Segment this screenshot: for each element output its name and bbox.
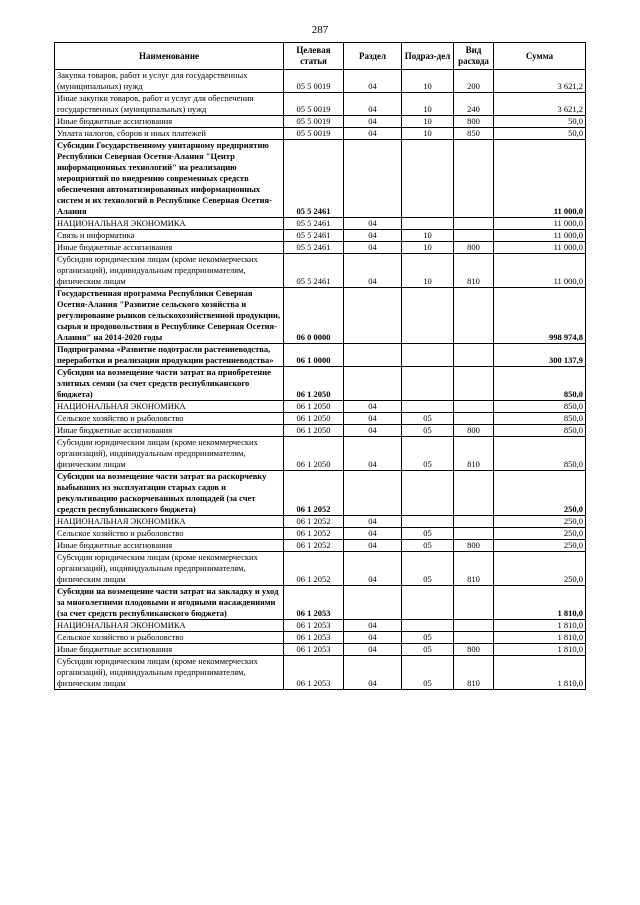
cell-section: 04 (344, 552, 402, 586)
table-row (55, 70, 586, 93)
cell-name: Иные бюджетные ассигнования (55, 116, 284, 128)
cell-name: Субсидии юридическим лицам (кроме некоммерческих организаций), индивидуальным предпринимателям, физическим лицам (55, 254, 284, 288)
cell-target: 06 1 0000 (284, 344, 344, 367)
cell-section: 04 (344, 516, 402, 528)
cell-type: 800 (454, 425, 494, 437)
cell-target: 06 1 2052 (284, 471, 344, 516)
page-number: 287 (311, 24, 329, 36)
cell-name: Субсидии юридическим лицам (кроме некоммерческих организаций), индивидуальным предпринимателям, физическим лицам (55, 656, 284, 690)
cell-subsection: 10 (402, 116, 454, 128)
cell-name: Субсидии на возмещение части затрат на раскорчевку выбывших из эксплуатации старых садов и рекультивацию раскорчеванных площадей (за счет средств республиканского бюджета) (55, 471, 284, 516)
cell-type (454, 230, 494, 242)
cell-subsection: 05 (402, 425, 454, 437)
header-type: Вид расхода (454, 43, 494, 70)
header-target: Целевая статья (284, 43, 344, 70)
cell-subsection (402, 140, 454, 218)
table-row (55, 93, 586, 116)
table-row (55, 516, 586, 528)
table-row (55, 367, 586, 401)
cell-subsection: 05 (402, 632, 454, 644)
cell-sum: 1 810,0 (494, 656, 586, 690)
cell-type: 810 (454, 254, 494, 288)
cell-name: НАЦИОНАЛЬНАЯ ЭКОНОМИКА (55, 516, 284, 528)
cell-section: 04 (344, 437, 402, 471)
cell-type: 800 (454, 644, 494, 656)
cell-target: 06 1 2050 (284, 437, 344, 471)
cell-sum: 11 000,0 (494, 140, 586, 218)
table-body (55, 70, 586, 690)
cell-name: Субсидии юридическим лицам (кроме некоммерческих организаций), индивидуальным предпринимателям, физическим лицам (55, 437, 284, 471)
cell-sum: 1 810,0 (494, 644, 586, 656)
cell-name: Сельское хозяйство и рыболовство (55, 528, 284, 540)
cell-target: 06 1 2052 (284, 540, 344, 552)
cell-name: Субсидии юридическим лицам (кроме некоммерческих организаций), индивидуальным предпринимателям, физическим лицам (55, 552, 284, 586)
cell-subsection: 05 (402, 413, 454, 425)
cell-type (454, 528, 494, 540)
cell-target: 05 5 2461 (284, 140, 344, 218)
cell-name: Иные закупки товаров, работ и услуг для обеспечения государственных (муниципальных) нужд (55, 93, 284, 116)
cell-section: 04 (344, 401, 402, 413)
cell-sum: 1 810,0 (494, 620, 586, 632)
cell-type (454, 344, 494, 367)
cell-type: 240 (454, 93, 494, 116)
cell-section (344, 288, 402, 344)
cell-name: Сельское хозяйство и рыболовство (55, 632, 284, 644)
cell-subsection: 10 (402, 230, 454, 242)
cell-name: Субсидии Государственному унитарному предприятию Республики Северная Осетия-Алания "Центр информационных технологий" на реализацию мероприятий по внедрению современных средств обеспечения автоматизированных информационных систем и их технологий в Республике Северная Осетия-Алания (55, 140, 284, 218)
cell-subsection: 10 (402, 70, 454, 93)
table-row (55, 437, 586, 471)
cell-name: Уплата налогов, сборов и иных платежей (55, 128, 284, 140)
cell-section: 04 (344, 620, 402, 632)
cell-sum: 300 137,9 (494, 344, 586, 367)
cell-section (344, 586, 402, 620)
header-subsection: Подраз-дел (402, 43, 454, 70)
cell-section: 04 (344, 413, 402, 425)
cell-section: 04 (344, 540, 402, 552)
cell-sum: 850,0 (494, 413, 586, 425)
cell-section (344, 140, 402, 218)
cell-section: 04 (344, 70, 402, 93)
cell-sum: 998 974,8 (494, 288, 586, 344)
cell-target: 06 1 2053 (284, 620, 344, 632)
cell-section: 04 (344, 644, 402, 656)
cell-type (454, 413, 494, 425)
cell-target: 06 1 2053 (284, 586, 344, 620)
table-row (55, 552, 586, 586)
table-row (55, 586, 586, 620)
cell-sum: 3 621,2 (494, 93, 586, 116)
cell-name: Субсидии на возмещение части затрат на закладку и уход за многолетними плодовыми и ягодными насаждениями (за счет средств республиканского бюджета) (55, 586, 284, 620)
cell-section (344, 471, 402, 516)
cell-sum: 11 000,0 (494, 242, 586, 254)
cell-type (454, 367, 494, 401)
cell-target: 06 1 2053 (284, 644, 344, 656)
cell-subsection (402, 218, 454, 230)
cell-name: Субсидии на возмещение части затрат на приобретение элитных семян (за счет средств республиканского бюджета) (55, 367, 284, 401)
cell-target: 06 1 2050 (284, 413, 344, 425)
cell-section: 04 (344, 93, 402, 116)
cell-section: 04 (344, 128, 402, 140)
cell-section: 04 (344, 230, 402, 242)
cell-type (454, 620, 494, 632)
table-row (55, 344, 586, 367)
table-row (55, 116, 586, 128)
cell-name: Иные бюджетные ассигнования (55, 644, 284, 656)
cell-sum: 1 810,0 (494, 632, 586, 644)
cell-target: 06 1 2050 (284, 401, 344, 413)
cell-target: 05 5 0019 (284, 93, 344, 116)
table-row (55, 540, 586, 552)
cell-subsection: 05 (402, 552, 454, 586)
table-row (55, 218, 586, 230)
cell-name: Сельское хозяйство и рыболовство (55, 413, 284, 425)
cell-type: 800 (454, 116, 494, 128)
cell-name: Иные бюджетные ассигнования (55, 540, 284, 552)
cell-subsection: 05 (402, 437, 454, 471)
budget-table (54, 42, 586, 690)
cell-sum: 1 810,0 (494, 586, 586, 620)
cell-section: 04 (344, 116, 402, 128)
cell-sum: 850,0 (494, 367, 586, 401)
cell-subsection: 10 (402, 93, 454, 116)
table-row (55, 230, 586, 242)
cell-subsection (402, 344, 454, 367)
cell-name: Иные бюджетные ассигнования (55, 425, 284, 437)
cell-target: 06 1 2052 (284, 516, 344, 528)
table-row (55, 140, 586, 218)
cell-type: 810 (454, 437, 494, 471)
cell-target: 06 1 2053 (284, 632, 344, 644)
cell-subsection (402, 516, 454, 528)
table-row (55, 471, 586, 516)
cell-subsection: 10 (402, 254, 454, 288)
cell-target: 06 1 2050 (284, 425, 344, 437)
table-row (55, 528, 586, 540)
cell-sum: 3 621,2 (494, 70, 586, 93)
cell-target: 05 5 2461 (284, 218, 344, 230)
cell-section: 04 (344, 254, 402, 288)
cell-subsection: 10 (402, 128, 454, 140)
cell-section: 04 (344, 656, 402, 690)
cell-sum: 250,0 (494, 540, 586, 552)
cell-target: 05 5 0019 (284, 128, 344, 140)
cell-type (454, 471, 494, 516)
cell-subsection (402, 620, 454, 632)
cell-type (454, 288, 494, 344)
cell-target: 05 5 0019 (284, 116, 344, 128)
cell-target: 05 5 0019 (284, 70, 344, 93)
cell-section (344, 344, 402, 367)
cell-section: 04 (344, 425, 402, 437)
cell-section: 04 (344, 632, 402, 644)
cell-sum: 11 000,0 (494, 230, 586, 242)
cell-sum: 50,0 (494, 116, 586, 128)
cell-name: НАЦИОНАЛЬНАЯ ЭКОНОМИКА (55, 620, 284, 632)
header-row (55, 43, 586, 70)
cell-name: Государственная программа Республики Северная Осетия-Алания "Развитие сельского хозяйства и регулирование рынков сельскохозяйственной продукции, сырья и продовольствия в Республике Северная Осетия-Алания" на 2014-2020 годы (55, 288, 284, 344)
cell-sum: 250,0 (494, 528, 586, 540)
cell-type (454, 401, 494, 413)
cell-target: 06 1 2050 (284, 367, 344, 401)
table-row (55, 254, 586, 288)
header-name: Наименование (55, 43, 284, 70)
cell-sum: 250,0 (494, 471, 586, 516)
cell-section: 04 (344, 218, 402, 230)
cell-subsection (402, 401, 454, 413)
cell-name: Подпрограмма «Развитие подотрасли растениеводства, переработки и реализации продукции растениеводства» (55, 344, 284, 367)
cell-target: 05 5 2461 (284, 242, 344, 254)
cell-target: 05 5 2461 (284, 254, 344, 288)
header-sum: Сумма (494, 43, 586, 70)
table-row (55, 242, 586, 254)
cell-type (454, 140, 494, 218)
cell-type: 800 (454, 242, 494, 254)
cell-name: Закупка товаров, работ и услуг для государственных (муниципальных) нужд (55, 70, 284, 93)
cell-type: 850 (454, 128, 494, 140)
cell-type (454, 516, 494, 528)
cell-name: Иные бюджетные ассигнования (55, 242, 284, 254)
cell-subsection: 05 (402, 528, 454, 540)
cell-target: 06 0 0000 (284, 288, 344, 344)
header-section: Раздел (344, 43, 402, 70)
cell-subsection: 10 (402, 242, 454, 254)
cell-sum: 850,0 (494, 437, 586, 471)
cell-subsection: 05 (402, 644, 454, 656)
cell-name: НАЦИОНАЛЬНАЯ ЭКОНОМИКА (55, 401, 284, 413)
cell-subsection (402, 288, 454, 344)
cell-subsection (402, 586, 454, 620)
table-row (55, 644, 586, 656)
cell-sum: 850,0 (494, 425, 586, 437)
cell-type (454, 218, 494, 230)
cell-section: 04 (344, 528, 402, 540)
cell-section: 04 (344, 242, 402, 254)
cell-name: Связь и информатика (55, 230, 284, 242)
cell-sum: 50,0 (494, 128, 586, 140)
cell-sum: 250,0 (494, 516, 586, 528)
cell-subsection (402, 367, 454, 401)
table-row (55, 425, 586, 437)
cell-target: 06 1 2052 (284, 552, 344, 586)
cell-sum: 11 000,0 (494, 218, 586, 230)
table-row (55, 288, 586, 344)
table-row (55, 413, 586, 425)
table-row (55, 401, 586, 413)
cell-section (344, 367, 402, 401)
cell-type: 200 (454, 70, 494, 93)
cell-subsection (402, 471, 454, 516)
cell-type (454, 632, 494, 644)
cell-type (454, 586, 494, 620)
cell-target: 06 1 2053 (284, 656, 344, 690)
cell-name: НАЦИОНАЛЬНАЯ ЭКОНОМИКА (55, 218, 284, 230)
cell-sum: 250,0 (494, 552, 586, 586)
cell-type: 800 (454, 540, 494, 552)
table-row (55, 632, 586, 644)
cell-target: 05 5 2461 (284, 230, 344, 242)
cell-type: 810 (454, 552, 494, 586)
cell-type: 810 (454, 656, 494, 690)
cell-sum: 11 000,0 (494, 254, 586, 288)
table-row (55, 620, 586, 632)
table-row (55, 656, 586, 690)
cell-sum: 850,0 (494, 401, 586, 413)
cell-subsection: 05 (402, 540, 454, 552)
cell-target: 06 1 2052 (284, 528, 344, 540)
cell-subsection: 05 (402, 656, 454, 690)
table-row (55, 128, 586, 140)
